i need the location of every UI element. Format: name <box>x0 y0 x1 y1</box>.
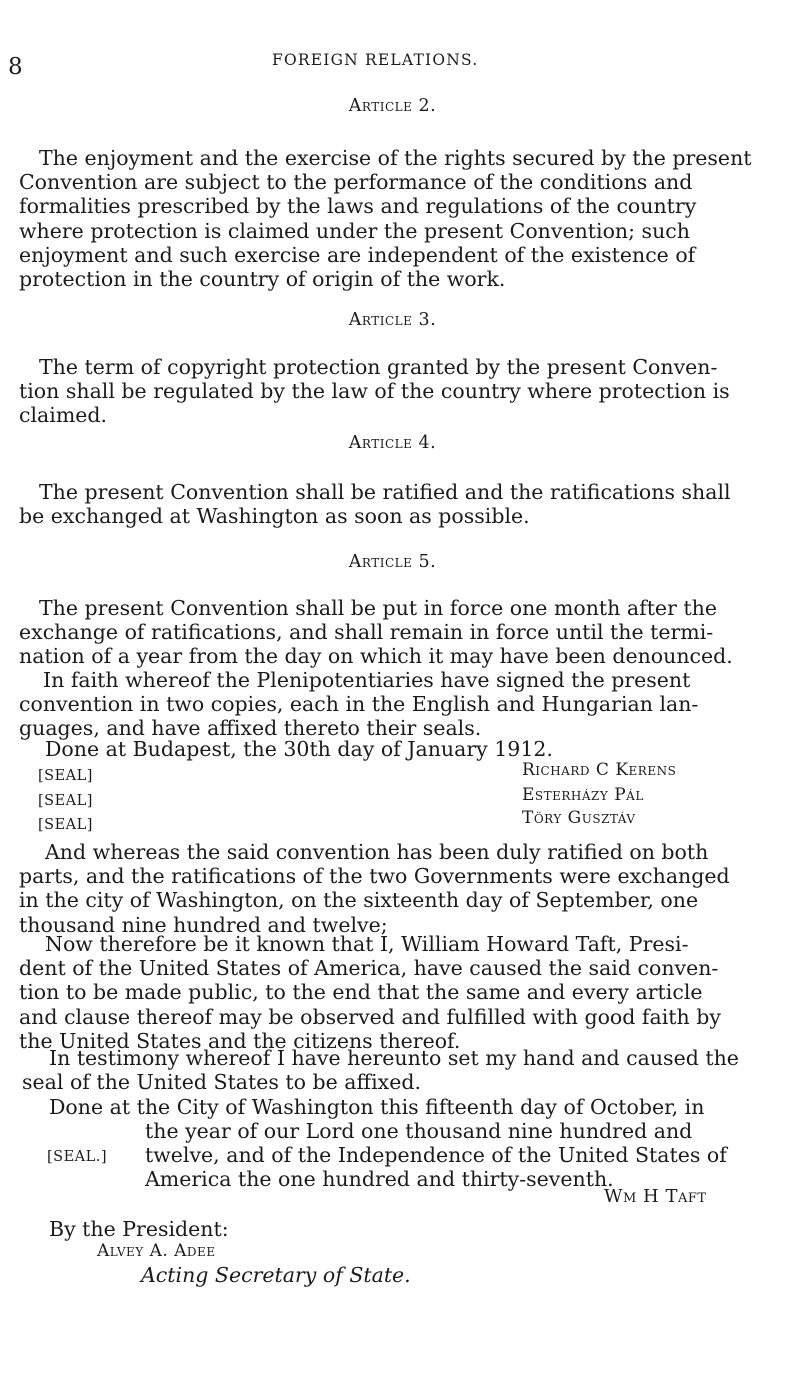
text-line: convention in two copies, each in the English and Hungarian lan- <box>19 692 699 717</box>
by-the-president: By the President: <box>49 1217 229 1241</box>
text-line: enjoyment and such exercise are independent of the existence of <box>19 242 696 267</box>
text-line: The present Convention shall be ratified and the ratifications shall <box>39 480 731 504</box>
done-at-washington-line: twelve, and of the Independence of the United States of <box>145 1143 727 1167</box>
article-4-heading: Article 4. <box>348 433 437 453</box>
text-line: seal of the United States to be affixed. <box>22 1070 421 1095</box>
article-3-text <box>19 355 757 428</box>
done-at-washington-line: Done at the City of Washington this fifteenth day of October, in <box>49 1095 705 1119</box>
seal-mark: [SEAL.] <box>47 1149 108 1165</box>
text-line: exchange of ratifications, and shall remain in force until the termi- <box>19 620 714 645</box>
whereas-paragraph <box>19 840 757 937</box>
text-line: thousand nine hundred and twelve; <box>19 912 388 937</box>
text-line: protection in the country of origin of the work. <box>19 267 506 292</box>
seal-mark: [SEAL] <box>38 817 93 833</box>
text-line: tion to be made public, to the end that the same and every article <box>19 980 703 1005</box>
done-at-washington-line: the year of our Lord one thousand nine hundred and <box>145 1119 693 1143</box>
secretary-title: Acting Secretary of State. <box>141 1263 411 1287</box>
text-line: tion shall be regulated by the law of the country where protection is <box>19 379 730 404</box>
text-line: In testimony whereof I have hereunto set my hand and caused the <box>49 1046 739 1070</box>
text-line: claimed. <box>19 403 108 428</box>
seal-mark: [SEAL] <box>38 793 93 809</box>
article-3-heading: Article 3. <box>348 310 437 330</box>
done-at-washington-line: America the one hundred and thirty-seventh. <box>145 1167 614 1191</box>
president-signature: Wm H Taft <box>604 1186 707 1207</box>
text-line: and clause thereof may be observed and fulfilled with good faith by <box>19 1004 721 1029</box>
text-line: parts, and the ratifications of the two Governments were exchanged <box>19 864 730 889</box>
text-line: Convention are subject to the performance of the conditions and <box>19 170 693 195</box>
article-2-text <box>19 146 757 291</box>
text-line: in the city of Washington, on the sixteenth day of September, one <box>19 888 699 913</box>
article-2-heading: Article 2. <box>348 96 437 116</box>
seal-mark: [SEAL] <box>38 768 93 784</box>
done-at-budapest: Done at Budapest, the 30th day of January 1912. <box>45 737 553 761</box>
testimony-paragraph <box>19 1046 757 1094</box>
signatory-name: Töry Gusztáv <box>522 808 636 828</box>
text-line: formalities prescribed by the laws and regulations of the country <box>19 194 697 219</box>
text-line: dent of the United States of America, have caused the said conven- <box>19 956 719 981</box>
text-line: nation of a year from the day on which it may have been denounced. <box>19 644 733 669</box>
text-line: where protection is claimed under the present Convention; such <box>19 218 690 243</box>
page-number: 8 <box>8 54 23 80</box>
text-line: The enjoyment and the exercise of the rights secured by the present <box>39 146 752 170</box>
text-line: In faith whereof the Plenipotentiaries have signed the present <box>43 668 691 692</box>
text-line: And whereas the said convention has been duly ratified on both <box>45 840 709 864</box>
text-line: The present Convention shall be put in force one month after the <box>39 596 717 620</box>
text-line: be exchanged at Washington as soon as possible. <box>19 504 530 529</box>
text-line: guages, and have affixed thereto their seals. <box>19 716 482 741</box>
article-5-text <box>19 596 757 669</box>
signatory-name: Richard C Kerens <box>522 760 677 780</box>
faith-paragraph <box>19 668 757 741</box>
text-line: the United States and the citizens thereof. <box>19 1028 461 1053</box>
running-title: FOREIGN RELATIONS. <box>272 51 479 69</box>
signatory-name: Esterházy Pál <box>522 785 644 805</box>
article-5-heading: Article 5. <box>348 552 437 572</box>
now-therefore-paragraph <box>19 932 757 1053</box>
article-4-text <box>19 480 757 528</box>
text-line: Now therefore be it known that I, William Howard Taft, Presi- <box>45 932 689 956</box>
text-line: The term of copyright protection granted by the present Conven- <box>39 355 718 379</box>
secretary-name: Alvey A. Adee <box>97 1241 216 1261</box>
